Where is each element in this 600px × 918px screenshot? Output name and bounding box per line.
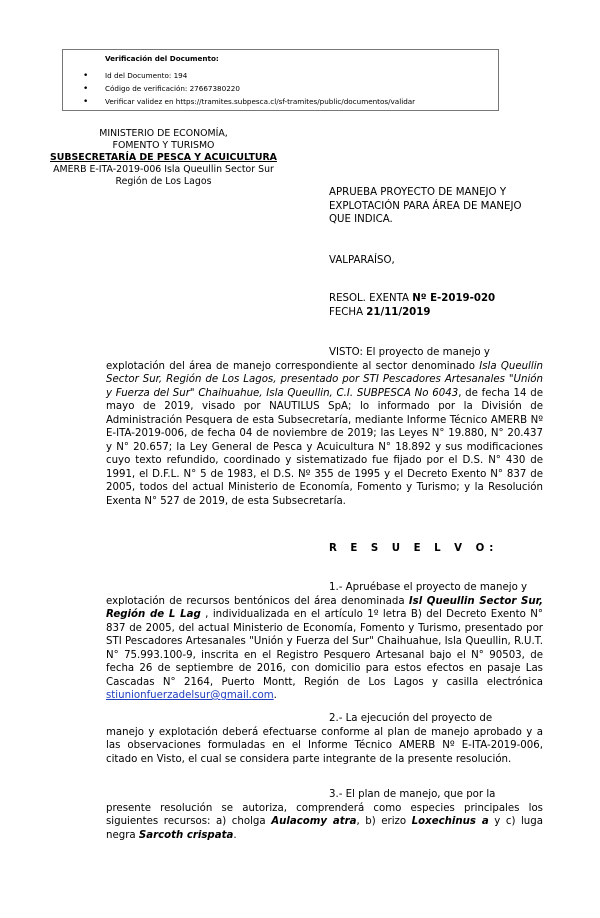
verification-box [62,49,499,111]
ministry-line2: FOMENTO Y TURISMO [112,140,215,151]
article-1-lead: 1.- Apruébase el proyecto de manejo y [329,582,528,593]
verification-item-id: • Id del Documento: 194 [83,72,415,85]
verification-list [83,72,415,111]
ministry-line1: MINISTERIO DE ECONOMÍA, [99,128,228,139]
title-line2: EXPLOTACIÓN PARA ÁREA DE MANEJO [329,200,522,212]
article-1-body: explotación de recursos bentónicos del área denominada Isl Queullin Sector Sur, Región de L Lag , individualizada en el artículo 1º letra B) del Decreto Exento N° 837 de 2005, del actual Ministerio de Economía, Fomento y Turismo, presentado por STI Pescadores Artesanales "Unión y Fuerza del Sur" Chaihuahue, Isla Queullin, R.U.T. N° 75.993.100-9, inscrita en el Registro Pesquero Artesanal bajo el N° 90503, de fecha 26 de septiembre de 2016, con domicilio para estos efectos en pasaje Las Cascadas N° 2164, Puerto Montt, Región de Los Lagos y casilla electrónica stiunionfuerzadelsur@gmail.com. [106,595,543,701]
article-3 [106,788,543,842]
article-3-lead: 3.- El plan de manejo, que por la [329,789,496,800]
resuelvo-heading: R E S U E L V O: [329,543,499,554]
document-title [329,186,543,227]
article-1 [106,581,543,703]
verification-item-code: • Código de verificación: 27667380220 [83,85,415,98]
visto-paragraph [106,346,543,508]
reference-line1: AMERB E-ITA-2019-006 Isla Queullin Sector Sur [53,164,274,175]
title-line1: APRUEBA PROYECTO DE MANEJO Y [329,187,507,198]
visto-lead: VISTO: El proyecto de manejo y [329,347,490,358]
article-2-body: manejo y explotación deberá efectuarse conforme al plan de manejo aprobado y a las observaciones formuladas en el Informe Técnico AMERB Nº E-ITA-2019-006, citado en Visto, el cual se considera parte integrante de la presente resolución. [106,726,543,765]
subsecretaria-name: SUBSECRETARÍA DE PESCA Y ACUICULTURA [50,152,277,163]
article-2-lead: 2.- La ejecución del proyecto de [329,713,493,724]
resolution-date-line [329,306,495,320]
title-line3: QUE INDICA. [329,214,393,225]
species-3: Sarcoth crispata [138,829,234,841]
resolution-date: 21/11/2019 [366,306,431,318]
date-label: FECHA [329,306,364,318]
visto-body: explotación del área de manejo correspondiente al sector denominado Isla Queullin Sector Sur, Región de Los Lagos, presentado por STI Pescadores Artesanales "Unión y Fuerza del Sur" Chaihuahue, Isla Queullin, C.I. SUBPESCA No 6043, de fecha 14 de mayo de 2019, visado por NAUTILUS SpA; lo informado por la División de Administración Pesquera de esta Subsecretaría, mediante Informe Técnico AMERB Nº E-ITA-2019-006, de fecha 04 de noviembre de 2019; las Leyes N° 19.880, N° 20.437 y N° 20.657; la Ley General de Pesca y Acuicultura N° 18.892 y sus modificaciones cuyo texto refundido, coordinado y sistematizado fue fijado por el D.S. N° 430 de 1991, el D.F.L. N° 5 de 1983, el D.S. Nº 355 de 1995 y el Decreto Exento N° 837 de 2005, todos del actual Ministerio de Economía, Fomento y Turismo; y la Resolución Exenta N° 527 de 2019, de esta Subsecretaría. [106,360,543,507]
area-name: Isl Queullin Sector Sur, Región de L Lag [106,595,543,620]
resolution-number-line [329,292,495,306]
city-line: VALPARAÍSO, [329,255,395,266]
reference-line2: Región de Los Lagos [115,176,212,187]
email-link[interactable]: stiunionfuerzadelsur@gmail.com [106,690,274,701]
ministry-header [38,128,289,188]
resolution-number: Nº E-2019-020 [412,293,496,304]
verification-item-url[interactable]: • Verificar validez en https://tramites.subpesca.cl/sf-tramites/public/documentos/validar [83,98,415,111]
article-3-body: presente resolución se autoriza, comprenderá como especies principales los siguientes recursos: a) cholga Aulacomy atra, b) erizo Loxechinus a y c) luga negra Sarcoth crispata. [106,802,543,841]
resolution-label: RESOL. EXENTA [329,293,410,304]
article-2 [106,712,543,766]
species-2: Loxechinus a [411,816,489,827]
resolution-block [329,292,495,319]
species-1: Aulacomy atra [271,816,357,827]
verification-title: Verificación del Documento: [105,54,219,63]
visto-italic: Isla Queullin Sector Sur, Región de Los Lagos, presentado por STI Pescadores Artesanales "Unión y Fuerza del Sur" Chaihuahue, Isla Queullin, C.I. SUBPESCA No 6043 [106,360,543,399]
